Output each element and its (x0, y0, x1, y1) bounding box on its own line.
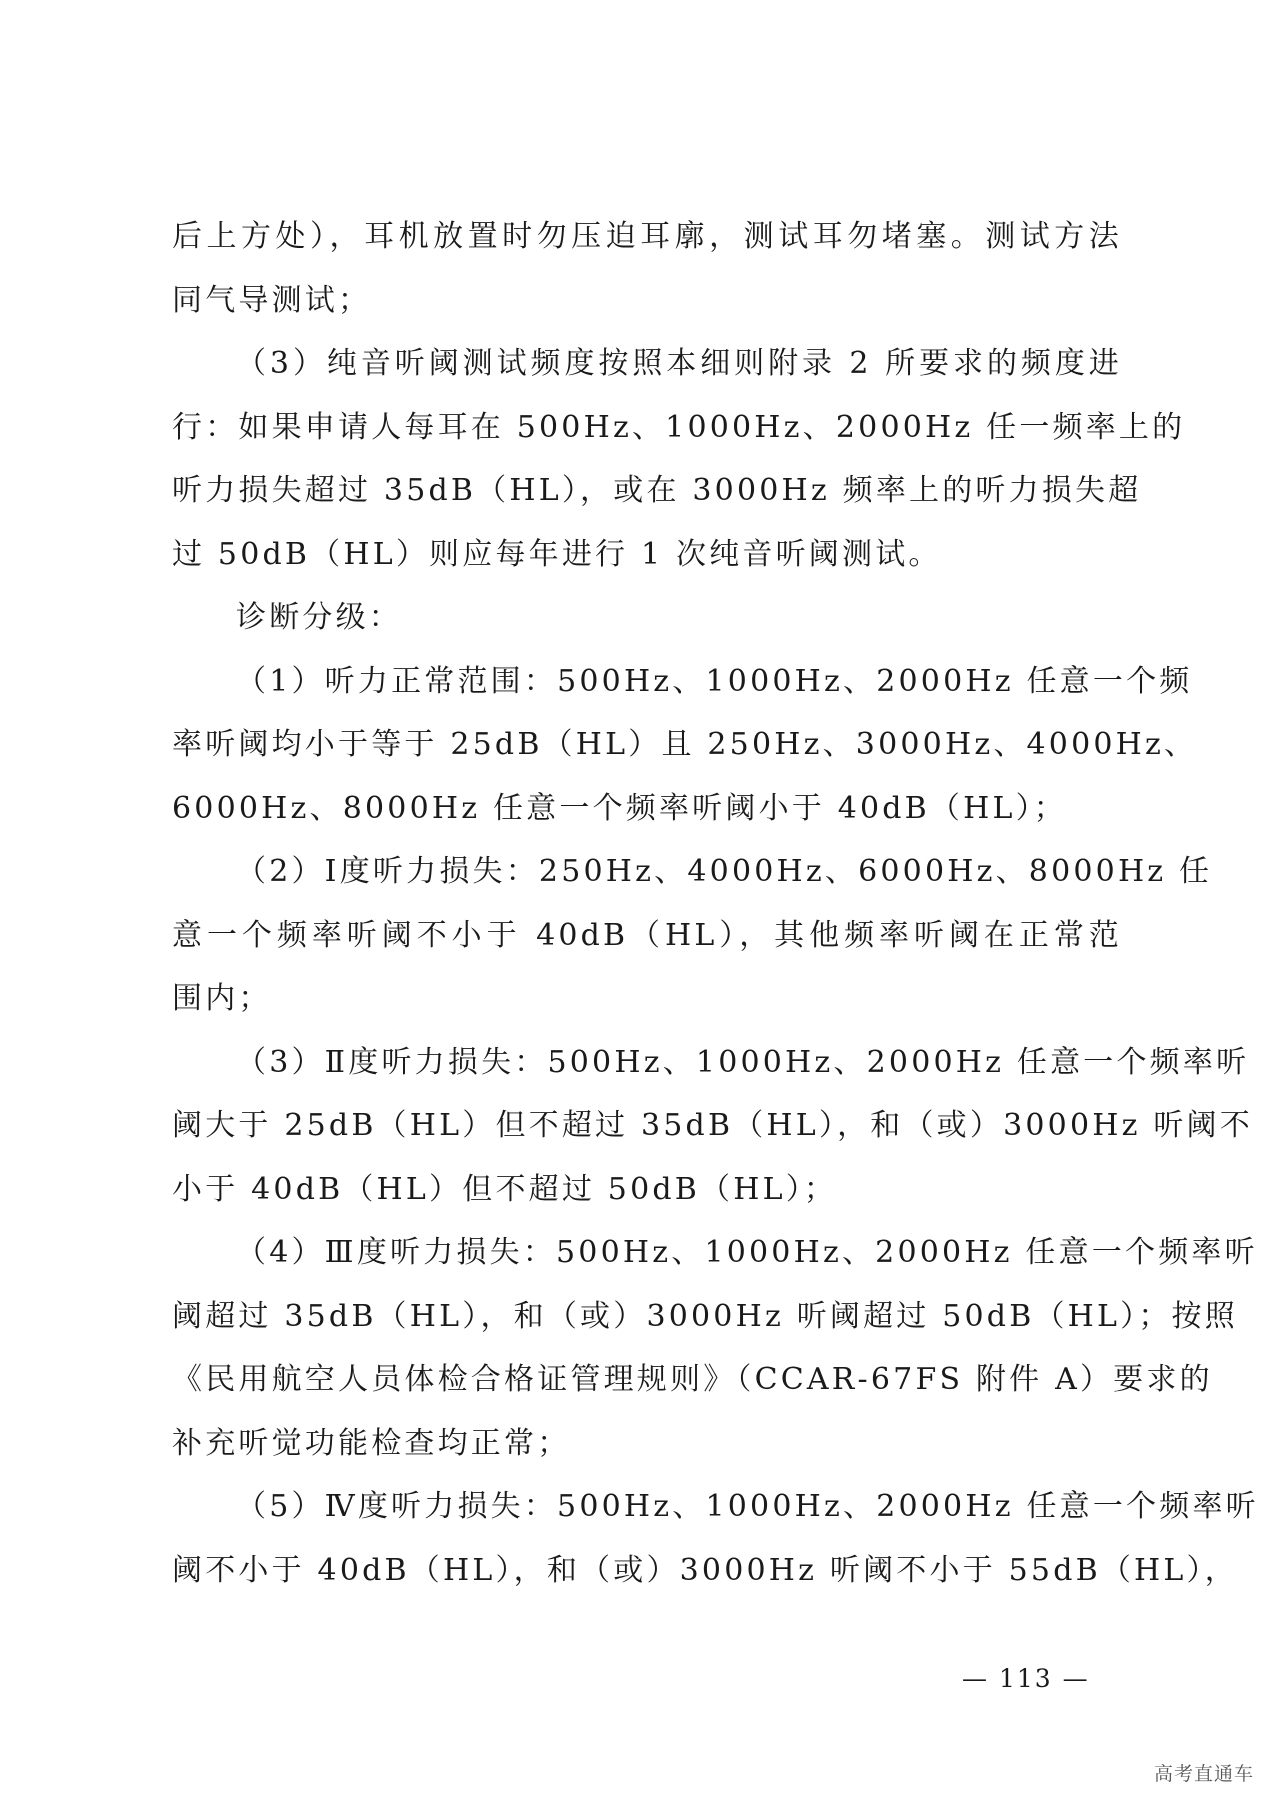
page-number: — 113 — (962, 1664, 1090, 1693)
text-line: （5）Ⅳ度听力损失：500Hz、1000Hz、2000Hz 任意一个频率听 (236, 1489, 1259, 1524)
text-line: 同气导测试； (172, 282, 372, 318)
text-line: （3）纯音听阈测试频度按照本细则附录 2 所要求的频度进 (236, 346, 1122, 381)
text-line: （4）Ⅲ度听力损失：500Hz、1000Hz、2000Hz 任意一个频率听 (236, 1235, 1258, 1270)
text-line: 补充听觉功能检查均正常； (172, 1425, 571, 1461)
text-line: （1）听力正常范围：500Hz、1000Hz、2000Hz 任意一个频 (236, 663, 1193, 699)
text-line: 行：如果申请人每耳在 500Hz、1000Hz、2000Hz 任一频率上的 (172, 409, 1186, 445)
text-line: （2）Ⅰ度听力损失：250Hz、4000Hz、6000Hz、8000Hz 任 (236, 854, 1213, 889)
text-line: 阈不小于 40dB（HL），和（或）3000Hz 听阈不小于 55dB（HL）， (172, 1552, 1238, 1588)
watermark-text: 高考直通车 (1153, 1763, 1254, 1785)
text-line: 围内； (172, 981, 272, 1016)
text-line: 阈大于 25dB（HL）但不超过 35dB（HL），和（或）3000Hz 听阈不 (172, 1108, 1253, 1143)
text-line: 意一个频率听阈不小于 40dB（HL），其他频率听阈在正常范 (172, 917, 1122, 953)
text-line: 6000Hz、8000Hz 任意一个频率听阈小于 40dB（HL）； (172, 790, 1068, 826)
text-line: 听力损失超过 35dB（HL），或在 3000Hz 频率上的听力损失超 (172, 473, 1142, 508)
text-line: 后上方处），耳机放置时勿压迫耳廓，测试耳勿堵塞。测试方法 (172, 219, 1122, 254)
text-line: 小于 40dB（HL）但不超过 50dB（HL）； (172, 1171, 838, 1207)
body-text (172, 205, 1259, 1602)
text-line: 阈超过 35dB（HL），和（或）3000Hz 听阈超过 50dB（HL）；按照 (172, 1298, 1238, 1334)
text-line: 诊断分级： (236, 600, 402, 635)
text-line: 《民用航空人员体检合格证管理规则》（CCAR-67FS 附件 A）要求的 (172, 1362, 1213, 1397)
text-line: （3）Ⅱ度听力损失：500Hz、1000Hz、2000Hz 任意一个频率听 (236, 1044, 1250, 1080)
text-line: 率听阈均小于等于 25dB（HL）且 250Hz、3000Hz、4000Hz、 (172, 727, 1198, 762)
text-line: 过 50dB（HL）则应每年进行 1 次纯音听阈测试。 (172, 536, 942, 572)
